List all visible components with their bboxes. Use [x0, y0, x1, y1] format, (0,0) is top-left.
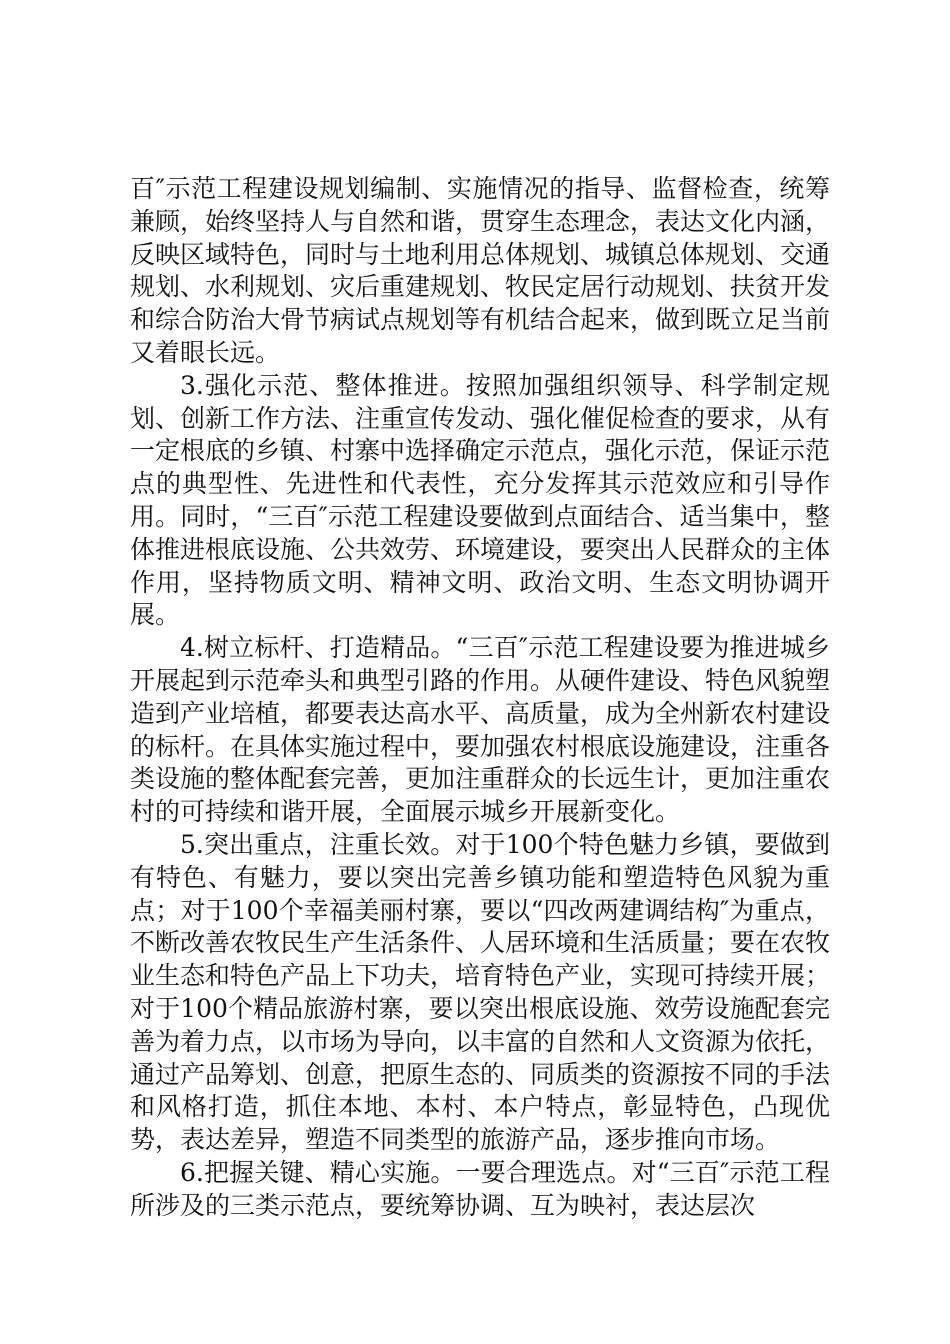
paragraph-item-4: 4.树立标杆、打造精品。“三百″示范工程建设要为推进城乡开展起到示范牵头和典型引路的作用。从硬件建设、特色风貌塑造到产业培植，都要表达高水平、高质量，成为全州新农村建设的标杆。在具体实施过程中，要加强农村根底设施建设，注重各类设施的整体配套完善，更加注重群众的长远生计，更加注重农村的可持续和谐开展，全面展示城乡开展新变化。	[130, 633, 831, 827]
paragraph-continuation: 百″示范工程建设规划编制、实施情况的指导、监督检查，统筹兼顾，始终坚持人与自然和谐，贯穿生态理念，表达文化内涵，反映区域特色，同时与土地利用总体规划、城镇总体规划、交通规划、水利规划、灾后重建规划、牧民定居行动规划、扶贫开发和综合防治大骨节病试点规划等有机结合起来，做到既立足当前又着眼长远。	[130, 174, 831, 367]
document-page	[130, 173, 830, 1223]
paragraph-item-5: 5.突出重点，注重长效。对于100个特色魅力乡镇，要做到有特色、有魅力，要以突出完善乡镇功能和塑造特色风貌为重点；对于100个幸福美丽村寨，要以“四改两建调结构″为重点，不断改善农牧民生产生活条件、人居环境和生活质量；要在农牧业生态和特色产品上下功夫，培育特色产业，实现可持续开展；对于100个精品旅游村寨，要以突出根底设施、效劳设施配套完善为着力点，以市场为导向，以丰富的自然和人文资源为依托，通过产品筹划、创意，把原生态的、同质类的资源按不同的手法和风格打造，抓住本地、本村、本户特点，彰显特色，凸现优势，表达差异，塑造不同类型的旅游产品，逐步推向市场。	[130, 829, 831, 1155]
paragraph-item-6: 6.把握关键、精心实施。一要合理选点。对“三百″示范工程所涉及的三类示范点，要统筹协调、互为映衬，表达层次	[130, 1157, 830, 1220]
paragraph-item-3: 3.强化示范、整体推进。按照加强组织领导、科学制定规划、创新工作方法、注重宣传发动、强化催促检查的要求，从有一定根底的乡镇、村寨中选择确定示范点，强化示范，保证示范点的典型性、先进性和代表性，充分发挥其示范效应和引导作用。同时，“三百″示范工程建设要做到点面结合、适当集中，整体推进根底设施、公共效劳、环境建设，要突出人民群众的主体作用，坚持物质文明、精神文明、政治文明、生态文明协调开展。	[130, 370, 831, 630]
